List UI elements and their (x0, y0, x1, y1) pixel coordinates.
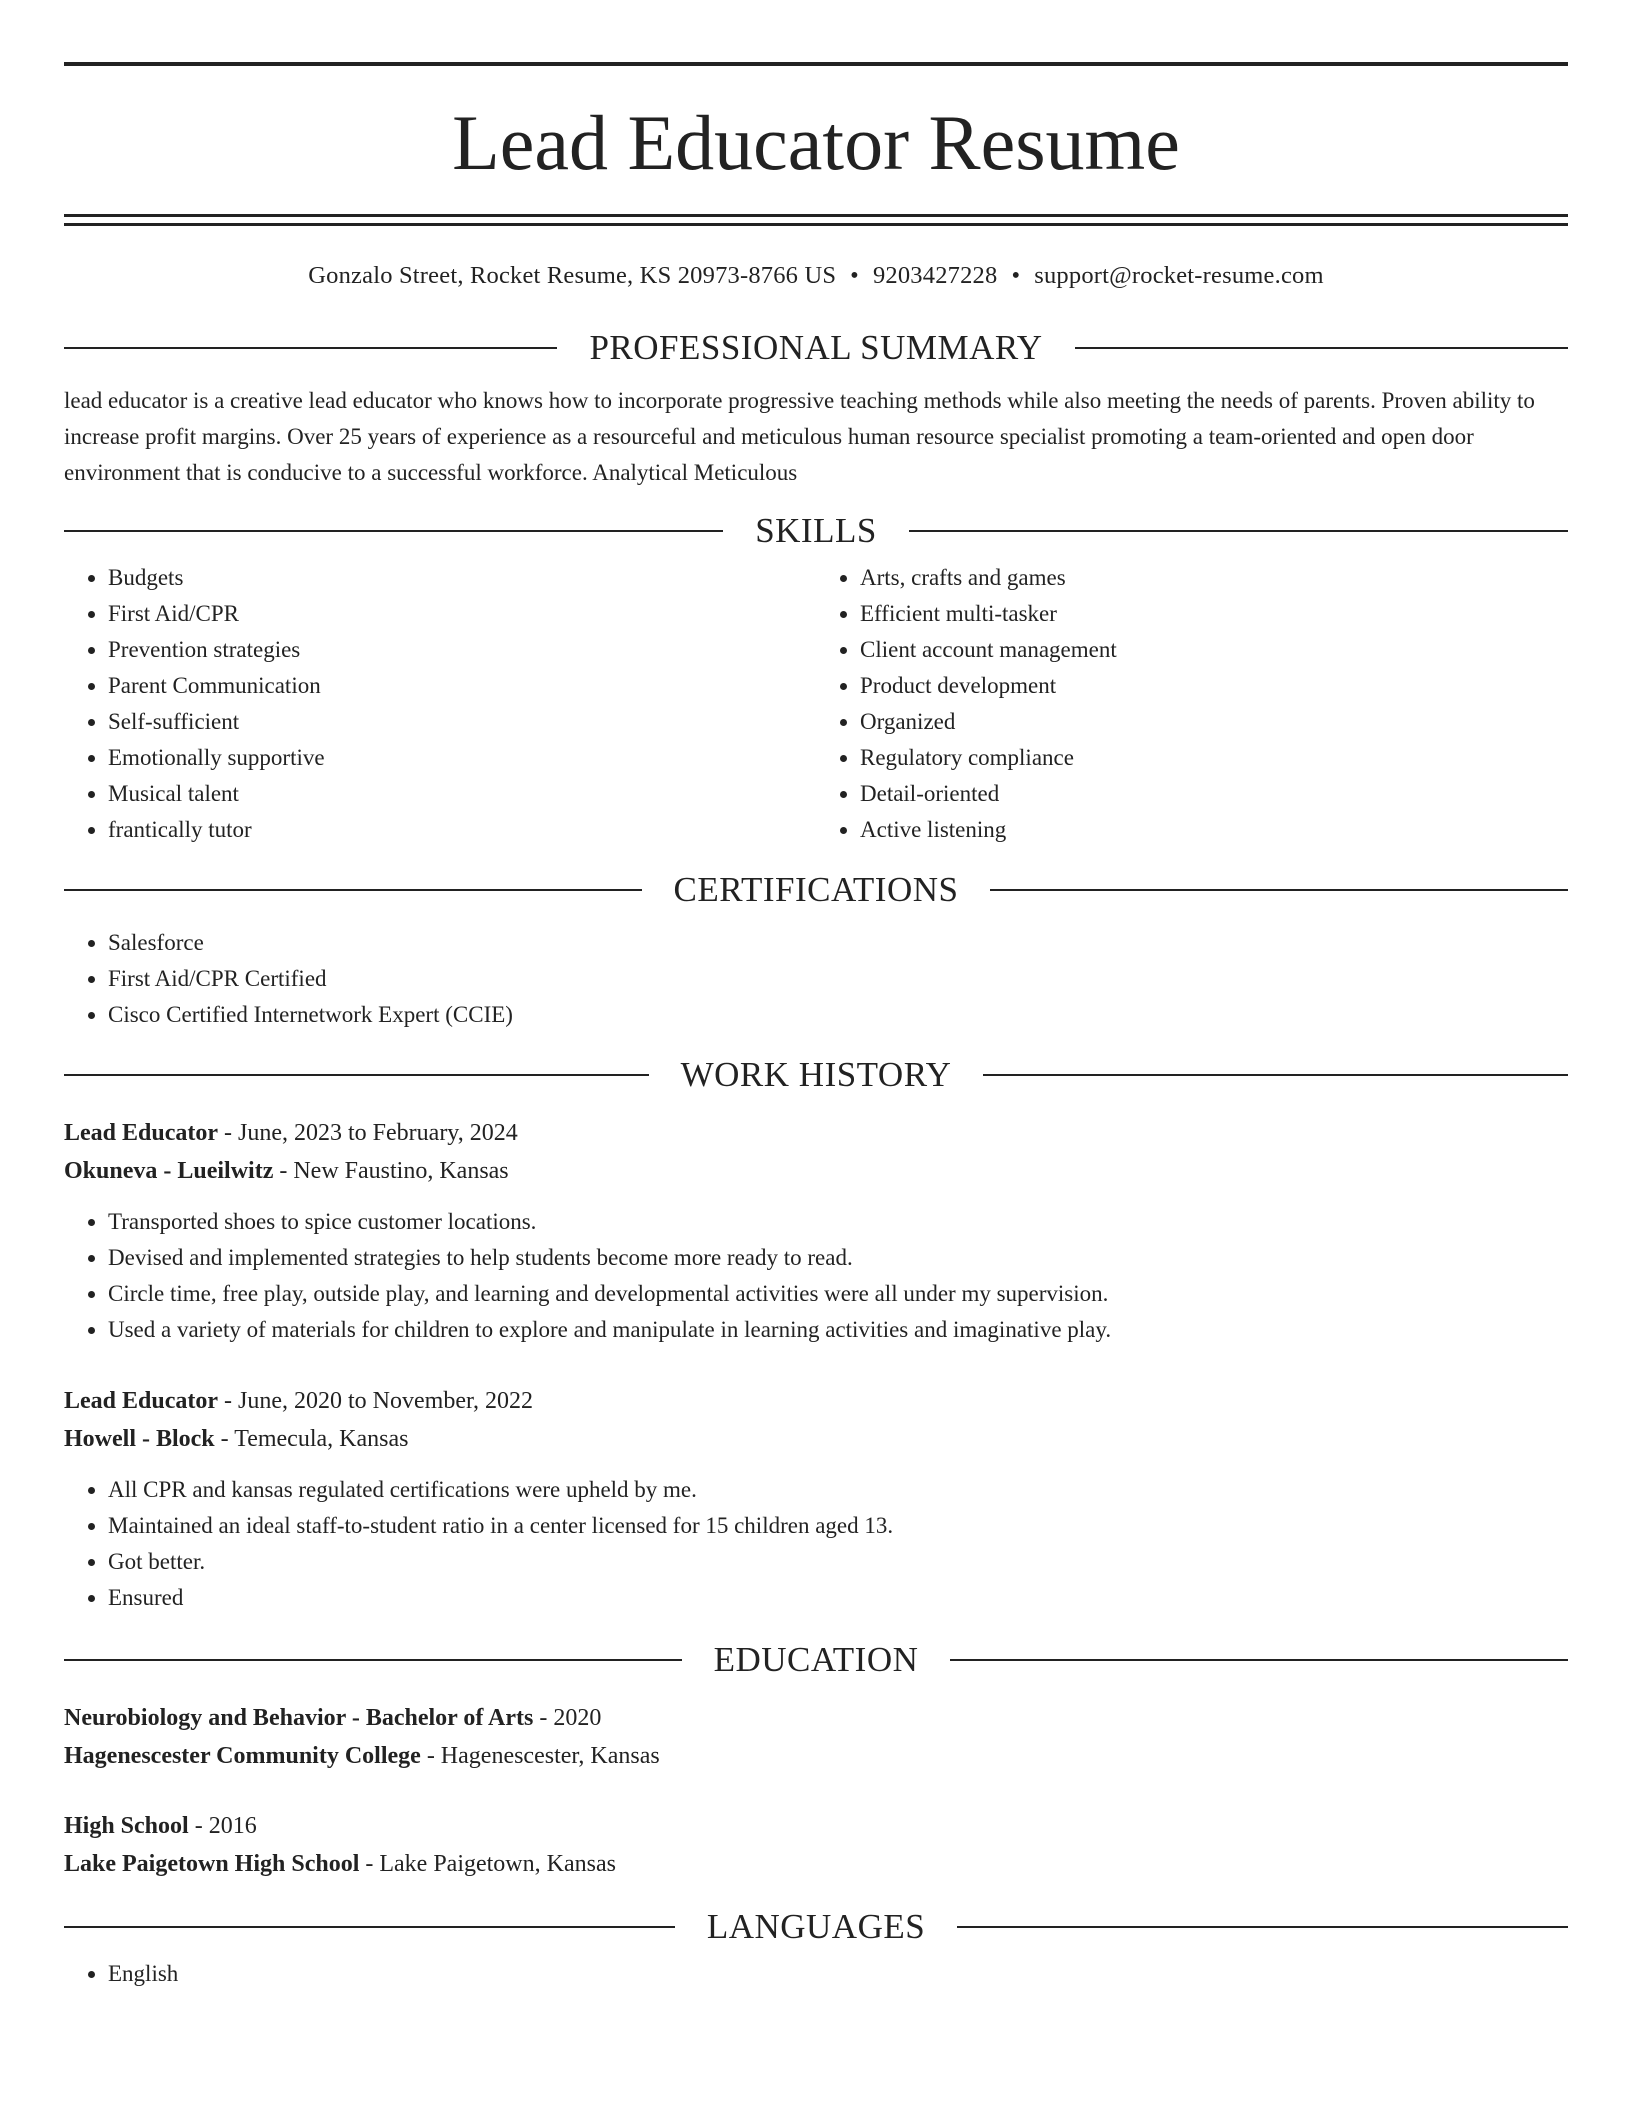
skill-item: • Budgets (108, 560, 816, 596)
job-employer: Howell - Block (64, 1426, 215, 1452)
section-title-work: WORK HISTORY (680, 1055, 952, 1094)
contact-line (64, 262, 1568, 290)
skill-item: • Regulatory compliance (860, 740, 1568, 776)
section-rule (909, 530, 1568, 532)
job-duty: • Got better. (108, 1544, 1568, 1580)
job-dates: - June, 2023 to February, 2024 (218, 1120, 518, 1146)
job-duty: • Transported shoes to spice customer locations. (108, 1204, 1568, 1240)
education-entry (64, 1807, 1568, 1883)
skill-item: • Efficient multi-tasker (860, 596, 1568, 632)
section-title-languages: LANGUAGES (706, 1907, 926, 1946)
skill-item: • Prevention strategies (108, 632, 816, 668)
skill-item: • Parent Communication (108, 668, 816, 704)
job-title-line (64, 1114, 1568, 1152)
title-double-rule (64, 214, 1568, 226)
degree: Neurobiology and Behavior - Bachelor of Arts (64, 1705, 534, 1731)
skill-item: • frantically tutor (108, 812, 816, 848)
languages-list (64, 1956, 1568, 1992)
school-line (64, 1737, 1568, 1775)
school-location: - Hagenescester, Kansas (420, 1743, 660, 1769)
resume-page (64, 0, 1568, 1992)
job-entry (64, 1382, 1568, 1616)
degree-line (64, 1699, 1568, 1737)
section-header-skills (64, 513, 1568, 548)
section-rule (1075, 347, 1568, 349)
contact-separator: • (1011, 262, 1021, 289)
skill-item: • Detail-oriented (860, 776, 1568, 812)
section-title-certifications: CERTIFICATIONS (673, 870, 959, 909)
section-rule (64, 530, 723, 532)
resume-title: Lead Educator Resume (452, 99, 1180, 186)
job-title: Lead Educator (64, 1120, 219, 1146)
job-location: - New Faustino, Kansas (273, 1158, 509, 1184)
job-entry (64, 1114, 1568, 1348)
degree-line (64, 1807, 1568, 1845)
skill-item: • Active listening (860, 812, 1568, 848)
job-duty: • All CPR and kansas regulated certifications were upheld by me. (108, 1472, 1568, 1508)
education-entry (64, 1699, 1568, 1775)
skill-item: • Emotionally supportive (108, 740, 816, 776)
section-header-work (64, 1057, 1568, 1092)
section-rule (957, 1926, 1568, 1928)
skill-item: • Organized (860, 704, 1568, 740)
contact-separator: • (850, 262, 859, 289)
job-dates: - June, 2020 to November, 2022 (218, 1388, 534, 1414)
section-rule (64, 1659, 682, 1661)
skill-item: • Product development (860, 668, 1568, 704)
skills-grid (64, 560, 1568, 848)
summary-text: lead educator is a creative lead educator who knows how to incorporate progressive teaching methods while also meeting the needs of parents. Proven ability to increase profit margins. Over 25 years of experience as a resourceful and meticulous human resource specialist promoting a team-oriented and open door environment that is conducive to a successful workforce. Analytical Meticulous (64, 388, 1535, 485)
job-employer-line (64, 1152, 1568, 1190)
section-rule (64, 1926, 675, 1928)
section-title-skills: SKILLS (755, 511, 877, 550)
section-title-summary: PROFESSIONAL SUMMARY (589, 328, 1043, 367)
job-duties-list (64, 1472, 1568, 1616)
certifications-list (64, 925, 1568, 1033)
skills-list-left (64, 560, 816, 848)
job-title-line (64, 1382, 1568, 1420)
job-duty: • Circle time, free play, outside play, and learning and developmental activities were all under my supervision. (108, 1276, 1568, 1312)
skill-item: • Arts, crafts and games (860, 560, 1568, 596)
skill-item: • First Aid/CPR (108, 596, 816, 632)
job-title: Lead Educator (64, 1388, 219, 1414)
contact-phone: 9203427228 (872, 262, 998, 289)
section-header-certifications (64, 872, 1568, 907)
language-item: • English (108, 1956, 1568, 1992)
graduation-year: - 2016 (188, 1813, 257, 1839)
contact-email: support@rocket-resume.com (1034, 262, 1324, 289)
contact-address: Gonzalo Street, Rocket Resume, KS 20973-8766 US (308, 262, 837, 289)
job-duties-list (64, 1204, 1568, 1348)
degree: High School (64, 1813, 189, 1839)
school-location: - Lake Paigetown, Kansas (359, 1851, 616, 1877)
section-title-education: EDUCATION (713, 1640, 919, 1679)
section-header-summary (64, 330, 1568, 365)
skill-item: • Musical talent (108, 776, 816, 812)
school: Lake Paigetown High School (64, 1851, 360, 1877)
job-duty: • Maintained an ideal staff-to-student ratio in a center licensed for 15 children aged 13. (108, 1508, 1568, 1544)
section-rule (990, 889, 1568, 891)
section-rule (983, 1074, 1568, 1076)
skills-list-right (816, 560, 1568, 848)
top-rule (64, 62, 1568, 66)
section-rule (64, 889, 642, 891)
section-header-education (64, 1642, 1568, 1677)
section-header-languages (64, 1909, 1568, 1944)
skill-item: • Client account management (860, 632, 1568, 668)
school: Hagenescester Community College (64, 1743, 421, 1769)
job-duty: • Used a variety of materials for children to explore and manipulate in learning activities and imaginative play. (108, 1312, 1568, 1348)
school-line (64, 1845, 1568, 1883)
section-rule (64, 347, 557, 349)
job-duty: • Devised and implemented strategies to help students become more ready to read. (108, 1240, 1568, 1276)
certification-item: • Cisco Certified Internetwork Expert (CCIE) (108, 997, 1568, 1033)
graduation-year: - 2020 (533, 1705, 602, 1731)
section-rule (950, 1659, 1568, 1661)
job-duty: • Ensured (108, 1580, 1568, 1616)
job-employer: Okuneva - Lueilwitz (64, 1158, 274, 1184)
job-location: - Temecula, Kansas (214, 1426, 409, 1452)
certification-item: • First Aid/CPR Certified (108, 961, 1568, 997)
job-employer-line (64, 1420, 1568, 1458)
certification-item: • Salesforce (108, 925, 1568, 961)
skill-item: • Self-sufficient (108, 704, 816, 740)
section-rule (64, 1074, 649, 1076)
